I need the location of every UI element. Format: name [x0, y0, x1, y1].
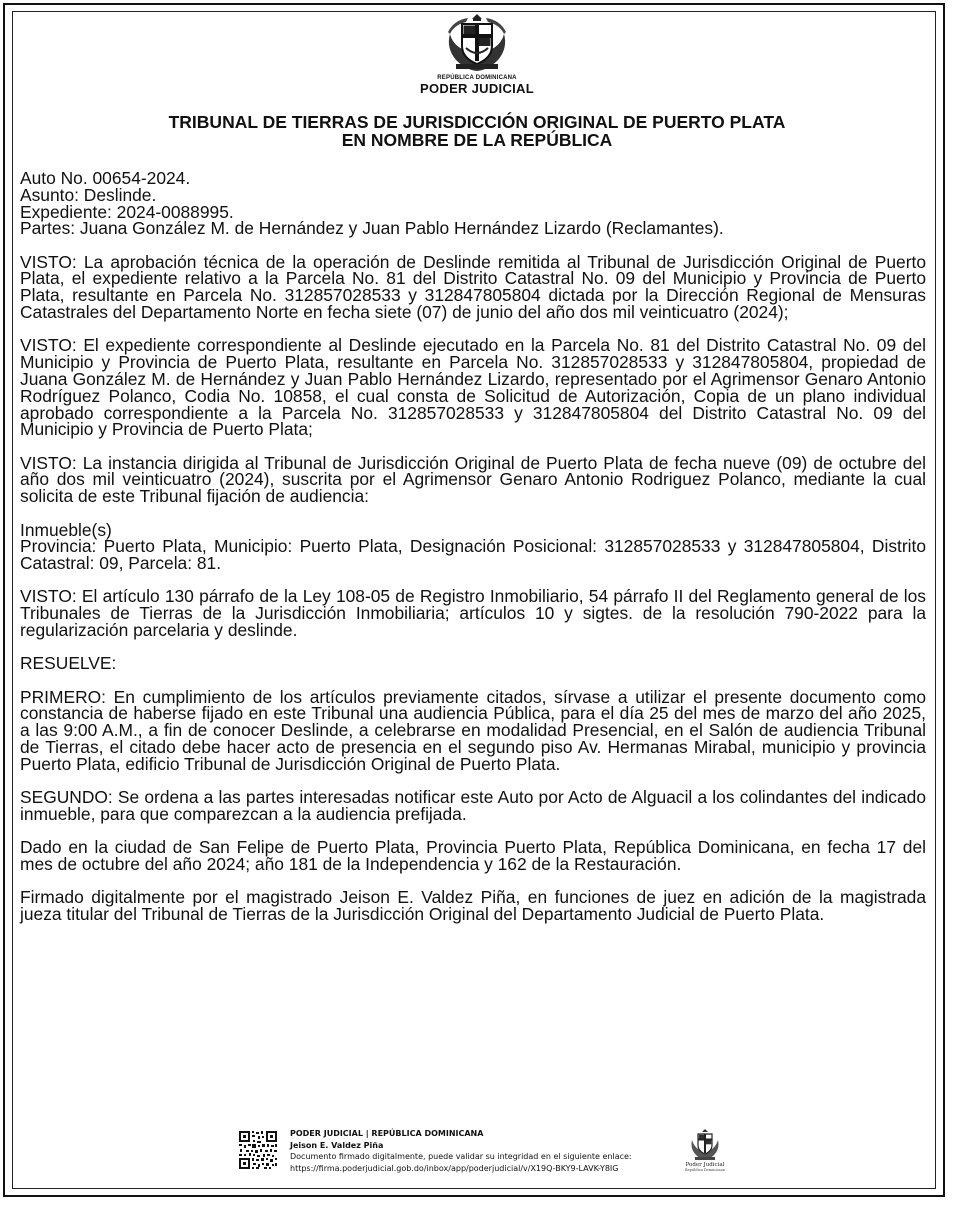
footer-seal-caption: Poder Judicial: [685, 1162, 725, 1168]
resuelve-heading: RESUELVE:: [20, 653, 117, 674]
footer-seal: [681, 1128, 729, 1180]
signature-footer: [238, 1128, 738, 1180]
auto-number: Auto No. 00654-2024.: [20, 168, 191, 188]
expediente: Expediente: 2024-0088995.: [20, 201, 234, 222]
inmueble-label: Inmueble(s): [20, 519, 112, 540]
signature-info: [290, 1128, 670, 1174]
firmado-paragraph: Firmado digitalmente por el magistrado Jeison E. Valdez Piña, en funciones de juez en adición de la magistrada jueza titular del Tribunal de Tierras de la Jurisdicción Original del Departamento Judicial de Puerto Plata.: [20, 887, 926, 925]
coat-of-arms-small-icon: [688, 1128, 722, 1162]
validation-note: Documento firmado digitalmente, puede validar su integridad en el siguiente enlace:: [290, 1152, 632, 1161]
coat-of-arms-icon: [442, 12, 512, 74]
signature-organization: PODER JUDICIAL | REPÚBLICA DOMINICANA: [290, 1129, 484, 1138]
seal-caption-large: PODER JUDICIAL: [420, 81, 534, 96]
document-header: [0, 12, 954, 96]
asunto: Asunto: Deslinde.: [20, 184, 157, 205]
visto-paragraph-4: VISTO: El artículo 130 párrafo de la Ley 108-05 de Registro Inmobiliario, 54 párrafo II del Reglamento general de los Tribunales de Tierras de la Jurisdicción Inmobiliaria; artículos 10 y sigtes. de la resolución 790-2022 para la regularización parcelaria y deslinde.: [20, 586, 926, 641]
visto-paragraph-1: VISTO: La aprobación técnica de la operación de Deslinde remitida al Tribunal de Jurisdicción Original de Puerto Plata, el expediente relativo a la Parcela No. 81 del Distrito Catastral No. 09 del Municipio y Provincia de Puerto Plata, resultante en Parcela No. 312857028533 y 312847805804 dictada por la Dirección Regional de Mensuras Catastrales del Departamento Norte en fecha siete (07) de junio del año dos mil veinticuatro (2024);: [20, 251, 926, 323]
meta-block: [20, 170, 926, 237]
visto-paragraph-3: VISTO: La instancia dirigida al Tribunal de Jurisdicción Original de Puerto Plata de fecha nueve (09) de octubre del año dos mil veinticuatro (2024), suscrita por el Agrimensor Genaro Antonio Rodriguez Polanco, mediante la cual solicita de este Tribunal fijación de audiencia:: [20, 452, 926, 507]
primero-paragraph: PRIMERO: En cumplimiento de los artículos previamente citados, sírvase a utilizar el presente documento como constancia de haberse fijado en este Tribunal una audiencia Pública, para el día 25 del mes de marzo del año 2025, a las 9:00 A.M., a fin de conocer Deslinde, a celebrarse en modalidad Presencial, en el Salón de audiencia Tribunal de Tierras, el citado debe hacer acto de presencia en el segundo piso Av. Hermanas Mirabal, municipio y provincia Puerto Plata, edificio Tribunal de Jurisdicción Original de Puerto Plata.: [20, 686, 926, 774]
inmueble-detail: Provincia: Puerto Plata, Municipio: Puerto Plata, Designación Posicional: 312857028533 y 312847805804, Distrito Catastral: 09, Parcela: 81.: [20, 536, 926, 574]
title-line-2: EN NOMBRE DE LA REPÚBLICA: [341, 130, 613, 150]
document-body: [20, 170, 926, 939]
signer-name: Jeison E. Valdez Piña: [290, 1140, 384, 1150]
segundo-paragraph: SEGUNDO: Se ordena a las partes interesadas notificar este Auto por Acto de Alguacil a los colindantes del indicado inmueble, para que comparezcan a la audiencia prefijada.: [20, 787, 926, 824]
seal-caption-small: REPÚBLICA DOMINICANA: [437, 75, 517, 81]
visto-paragraph-2: VISTO: El expediente correspondiente al Deslinde ejecutado en la Parcela No. 81 del Distrito Catastral No. 09 del Municipio y Provincia de Puerto Plata, resultante en Parcela No. 312857028533 y 312847805804, propiedad de Juana González M. de Hernández y Juan Pablo Hernández Lizardo, representado por el Agrimensor Genaro Antonio Rodríguez Polanco, Codia No. 10858, el cual consta de Solicitud de Autorización, Copia de un plano individual aprobado correspondiente a la Parcela No. 312857028533 y 312847805804 del Distrito Catastral No. 09 del Municipio y Provincia de Puerto Plata;: [20, 335, 926, 440]
document-title: [20, 113, 934, 149]
validation-link[interactable]: https://firma.poderjudicial.gob.do/inbox/app/poderjudicial/v/X19Q-BKY9-LAVK-Y8IG: [290, 1163, 619, 1173]
footer-seal-subcaption: República Dominicana: [685, 1168, 725, 1172]
dado-paragraph: Dado en la ciudad de San Felipe de Puerto Plata, Provincia Puerto Plata, República Dominicana, en fecha 17 del mes de octubre del año 2024; año 181 de la Independencia y 162 de la Restauración.: [20, 837, 926, 874]
inmueble-block: [20, 519, 926, 574]
qr-code-icon[interactable]: [238, 1130, 278, 1170]
title-line-1: TRIBUNAL DE TIERRAS DE JURISDICCIÓN ORIGINAL DE PUERTO PLATA: [168, 112, 786, 132]
partes: Partes: Juana González M. de Hernández y Juan Pablo Hernández Lizardo (Reclamantes).: [20, 218, 724, 239]
